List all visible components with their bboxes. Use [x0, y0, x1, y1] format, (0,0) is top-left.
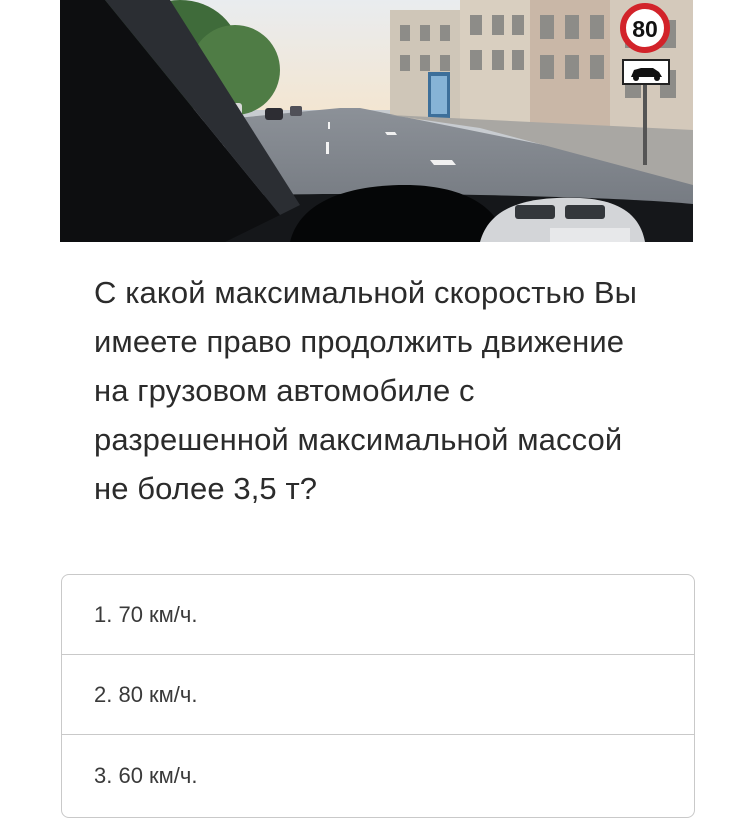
- answer-list: [61, 574, 695, 818]
- road-scene-image: [60, 0, 693, 242]
- answer-option-3[interactable]: 3. 60 км/ч.: [94, 763, 198, 788]
- question-text: С какой максимальной скоростью Вы имеете право продолжить движение на грузовом автомобиле с разрешенной максимальной массой не более 3,5 т?: [94, 275, 638, 506]
- answer-option-1[interactable]: 1. 70 км/ч.: [62, 575, 694, 655]
- answer-option-2[interactable]: 2. 80 км/ч.: [62, 655, 694, 735]
- speed-limit-sign: 80: [632, 16, 658, 42]
